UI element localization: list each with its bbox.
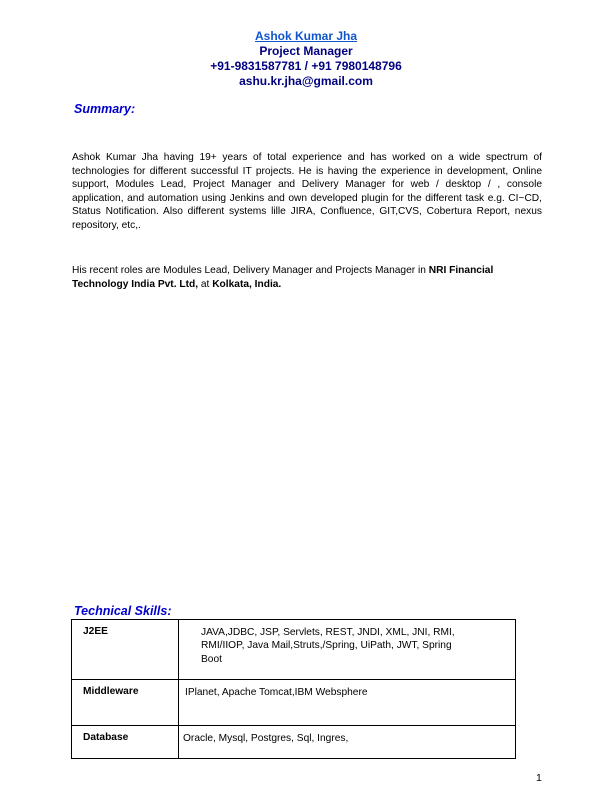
skill-list: Oracle, Mysql, Postgres, Sql, Ingres, xyxy=(179,726,516,759)
phone-numbers: +91-9831587781 / +91 7980148796 xyxy=(210,59,402,73)
summary-heading: Summary: xyxy=(74,102,136,116)
technical-skills-table xyxy=(71,619,516,759)
skill-category: J2EE xyxy=(72,620,179,680)
table-row xyxy=(72,726,516,759)
skill-list: JAVA,JDBC, JSP, Servlets, REST, JNDI, XML, JNI, RMI, RMI/IIOP, Java Mail,Struts,/Spring, UiPath, JWT, Spring Boot xyxy=(179,620,516,680)
skill-list: IPlanet, Apache Tomcat,IBM Websphere xyxy=(179,680,516,726)
recent-roles-at: at xyxy=(198,278,213,290)
technical-skills-heading: Technical Skills: xyxy=(74,604,172,618)
email-address: ashu.kr.jha@gmail.com xyxy=(239,74,373,88)
candidate-name[interactable]: Ashok Kumar Jha xyxy=(254,29,358,43)
skill-category: Database xyxy=(72,726,179,759)
table-row xyxy=(72,680,516,726)
summary-paragraph: Ashok Kumar Jha having 19+ years of total experience and has worked on a wide spectrum of technologies for different successful IT projects. He is having the experience in development, Online support, Modules Lead, Project Manager and Delivery Manager for web / desktop / , console application, and automation using Jenkins and own developed plugin for the different task e.g. CI~CD, Status Notification. Also different systems lille JIRA, Confluence, GIT,CVS, Cobertura Report, nexus repository, etc,. xyxy=(72,152,542,231)
company-location: Kolkata, India. xyxy=(212,278,282,290)
company-name: NRI Financial Technology India Pvt. Ltd, xyxy=(72,265,494,290)
page-number: 1 xyxy=(536,772,542,784)
job-title: Project Manager xyxy=(259,44,353,58)
skill-category: Middleware xyxy=(72,680,179,726)
resume-header xyxy=(0,29,612,89)
recent-roles-paragraph xyxy=(72,264,542,291)
table-row xyxy=(72,620,516,680)
recent-roles-text: His recent roles are Modules Lead, Delivery Manager and Projects Manager in xyxy=(72,265,429,276)
